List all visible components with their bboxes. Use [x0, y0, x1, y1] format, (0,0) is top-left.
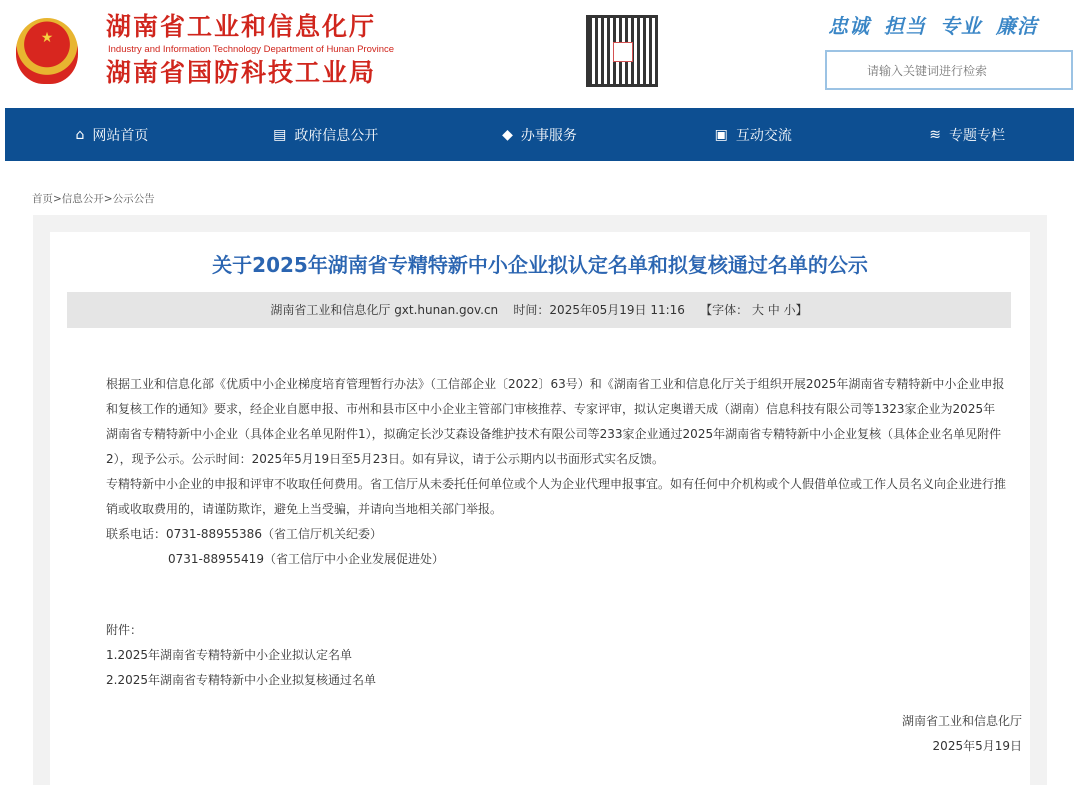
- home-icon: ⌂: [75, 126, 85, 143]
- site-title-en: Industry and Information Technology Department of Hunan Province: [108, 44, 395, 55]
- nav-services[interactable]: ◆ 办事服务: [502, 126, 577, 144]
- contact-2: 0731-88955419（省工信厅中小企业发展促进处）: [168, 552, 444, 566]
- attachment-1[interactable]: 1.2025年湖南省专精特新中小企业拟认定名单: [106, 648, 352, 662]
- paragraph-1: 根据工业和信息化部《优质中小企业梯度培育管理暂行办法》（工信部企业〔2022〕63号）和《湖南省工业和信息化厅关于组织开展2025年湖南省专精特新中小企业申报和复核工作的通知》要求，经企业自愿申报、市州和县市区中小企业主管部门审核推荐、专家评审，拟认定奥谱天成（湖南）信息科技有限公司等1323家企业为2025年湖南省专精特新中小企业（具体企业名单见附件1），拟确定长沙艾森设备维护技术有限公司等233家企业通过2025年湖南省专精特新中小企业复核（具体企业名单见附件2），现予公示。公示时间：2025年5月19日至5月23日。如有异议，请于公示期内以书面形式实名反馈。: [106, 377, 1005, 466]
- attachments-label: 附件：: [106, 623, 143, 637]
- nav-topics[interactable]: ≋ 专题专栏: [929, 126, 1005, 144]
- chat-icon: ▣: [714, 126, 728, 143]
- article-meta: 湖南省工业和信息化厅 gxt.hunan.gov.cn 时间：2025年05月19日 11:16 【字体： 大 中 小】: [67, 292, 1011, 328]
- signature-date: 2025年5月19日: [932, 739, 1022, 753]
- service-icon: ◆: [502, 126, 513, 143]
- site-title: 湖南省工业和信息化厅: [106, 12, 377, 41]
- slogan: 忠诚 担当 专业 廉洁: [828, 14, 1038, 38]
- site-titles: [106, 12, 394, 88]
- article-title: 关于2025年湖南省专精特新中小企业拟认定名单和拟复核通过名单的公示: [212, 253, 868, 277]
- signature-org: 湖南省工业和信息化厅: [901, 714, 1022, 728]
- national-emblem-logo: ★: [16, 18, 78, 84]
- qr-code: [586, 15, 658, 87]
- article-body: [106, 372, 1022, 759]
- nav-gov-info[interactable]: ▤ 政府信息公开: [273, 126, 379, 144]
- nav-interaction[interactable]: ▣ 互动交流: [714, 126, 792, 144]
- contact-1: 联系电话：0731-88955386（省工信厅机关纪委）: [106, 527, 382, 541]
- layers-icon: ≋: [929, 126, 941, 143]
- paragraph-2: 专精特新中小企业的申报和评审不收取任何费用。省工信厅从未委托任何单位或个人为企业代理申报事宜。如有任何中介机构或个人假借单位或工作人员名义向企业进行推销或收取费用的，请谨防欺诈，避免上当受骗，并请向当地相关部门举报。: [106, 477, 1007, 516]
- attachment-2[interactable]: 2.2025年湖南省专精特新中小企业拟复核通过名单: [106, 673, 376, 687]
- site-subtitle: 湖南省国防科技工业局: [106, 58, 377, 87]
- document-icon: ▤: [273, 126, 287, 143]
- search-input[interactable]: 请输入关键词进行检索: [825, 50, 1073, 90]
- breadcrumb[interactable]: 首页>信息公开>公示公告: [32, 193, 155, 205]
- nav-home[interactable]: ⌂ 网站首页: [75, 126, 149, 144]
- main-nav: [5, 108, 1074, 161]
